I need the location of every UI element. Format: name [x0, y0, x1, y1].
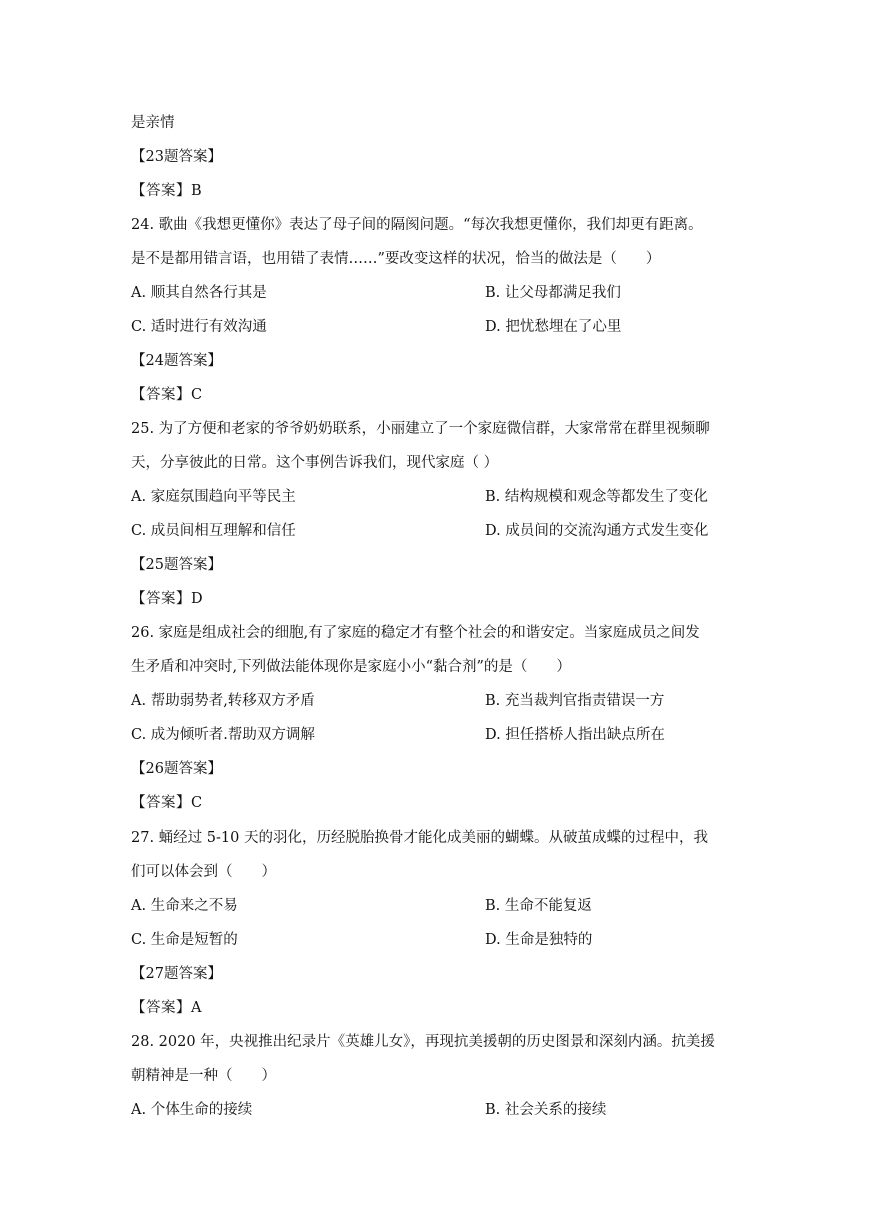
- options-row: [131, 896, 751, 916]
- question-stem: 为了方便和老家的爷爷奶奶联系，小丽建立了一个家庭微信群，大家常常在群里视频聊: [158, 421, 710, 437]
- answer-27: 【答案】A: [131, 1000, 202, 1016]
- answer-25: 【答案】D: [131, 591, 204, 607]
- answer-header-27: 【27题答案】: [131, 966, 222, 982]
- option-d: D. 担任搭桥人指出缺点所在: [485, 727, 665, 743]
- answer-header-25: 【25题答案】: [131, 557, 222, 573]
- option-a: A. 顺其自然各行其是: [131, 285, 267, 301]
- question-27-line-2: 们可以体会到（ ）: [131, 864, 276, 880]
- question-stem: 蛹经过 5-10 天的羽化，历经脱胎换骨才能化成美丽的蝴蝶。从破茧成蝶的过程中，我: [158, 830, 708, 846]
- question-number: 26.: [131, 625, 155, 641]
- option-c: C. 生命是短暂的: [131, 932, 238, 948]
- options-row: [131, 317, 751, 337]
- question-stem: 家庭是组成社会的细胞,有了家庭的稳定才有整个社会的和谐安定。当家庭成员之间发: [158, 625, 700, 641]
- question-24-line-1: [131, 215, 703, 235]
- answer-header-26: 【26题答案】: [131, 761, 222, 777]
- question-26-line-1: [131, 623, 700, 643]
- question-number: 24.: [131, 217, 155, 233]
- options-row: [131, 691, 751, 711]
- question-25-line-1: [131, 419, 710, 439]
- option-d: D. 把忧愁埋在了心里: [485, 319, 622, 335]
- answer-24: 【答案】C: [131, 387, 203, 403]
- answer-header-23: 【23题答案】: [131, 149, 222, 165]
- option-a: A. 帮助弱势者,转移双方矛盾: [131, 693, 315, 709]
- question-number: 27.: [131, 830, 155, 846]
- option-d: D. 成员间的交流沟通方式发生变化: [485, 523, 709, 539]
- option-b: B. 社会关系的接续: [485, 1102, 607, 1118]
- answer-23: 【答案】B: [131, 183, 203, 199]
- question-28-line-1: [131, 1032, 715, 1052]
- option-c: C. 成员间相互理解和信任: [131, 523, 296, 539]
- option-b: B. 生命不能复返: [485, 898, 592, 914]
- question-stem: 2020 年，央视推出纪录片《英雄儿女》，再现抗美援朝的历史图景和深刻内涵。抗美援: [158, 1034, 715, 1050]
- option-a: A. 个体生命的接续: [131, 1102, 253, 1118]
- option-c: C. 成为倾听者.帮助双方调解: [131, 727, 315, 743]
- question-27-line-1: [131, 828, 708, 848]
- option-b: B. 结构规模和观念等都发生了变化: [485, 489, 708, 505]
- question-28-line-2: 朝精神是一种（ ）: [131, 1068, 276, 1084]
- question-25-line-2: 天，分享彼此的日常。这个事例告诉我们，现代家庭（ ）: [131, 455, 499, 471]
- option-d: D. 生命是独特的: [485, 932, 593, 948]
- options-row: [131, 1100, 751, 1120]
- question-number: 25.: [131, 421, 155, 437]
- answer-header-24: 【24题答案】: [131, 353, 222, 369]
- option-c: C. 适时进行有效沟通: [131, 319, 267, 335]
- intro-text: 是亲情: [131, 115, 175, 131]
- option-b: B. 让父母都满足我们: [485, 285, 621, 301]
- options-row: [131, 283, 751, 303]
- question-24-line-2: 是不是都用错言语，也用错了表情……”要改变这样的状况，恰当的做法是（ ）: [131, 251, 661, 267]
- question-26-line-2: 生矛盾和冲突时,下列做法能体现你是家庭小小“黏合剂”的是（ ）: [131, 659, 571, 675]
- options-row: [131, 725, 751, 745]
- option-a: A. 生命来之不易: [131, 898, 238, 914]
- question-stem: 歌曲《我想更懂你》表达了母子间的隔阂问题。“每次我想更懂你，我们却更有距离。: [158, 217, 703, 233]
- answer-26: 【答案】C: [131, 795, 203, 811]
- question-number: 28.: [131, 1034, 155, 1050]
- options-row: [131, 521, 751, 541]
- option-b: B. 充当裁判官指责错误一方: [485, 693, 665, 709]
- options-row: [131, 487, 751, 507]
- options-row: [131, 930, 751, 950]
- option-a: A. 家庭氛围趋向平等民主: [131, 489, 296, 505]
